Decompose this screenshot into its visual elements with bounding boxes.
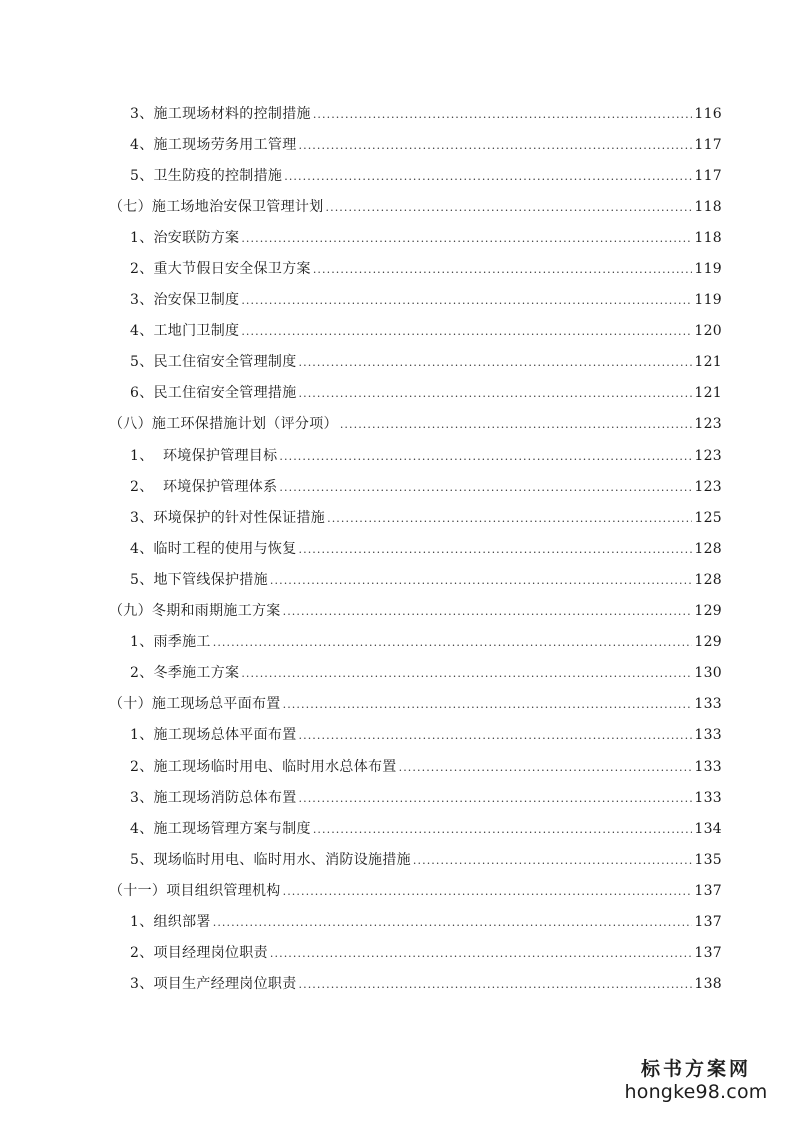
- toc-entry-title: 3、施工现场材料的控制措施: [130, 105, 311, 122]
- toc-entry-title: 2、冬季施工方案: [130, 665, 240, 682]
- toc-entry-line: [109, 600, 722, 620]
- toc-entry-page-number: 116: [694, 105, 722, 122]
- toc-dot-leader: [299, 139, 693, 152]
- watermark-name: 标书方案网: [640, 1058, 751, 1080]
- watermark: [621, 1058, 771, 1104]
- toc-dot-leader: [241, 325, 692, 338]
- toc-entry-page-number: 137: [694, 913, 722, 930]
- toc-entry-title: （七）施工场地治安保卫管理计划: [109, 198, 324, 215]
- toc-dot-leader: [299, 356, 693, 369]
- toc-entry-page-number: 128: [694, 571, 722, 588]
- toc-entry-line: [109, 880, 722, 900]
- toc-dot-leader: [299, 729, 693, 742]
- toc-entry[interactable]: [0, 284, 793, 315]
- table-of-contents: [0, 97, 793, 999]
- toc-entry-line: [130, 569, 722, 589]
- toc-dot-leader: [413, 854, 692, 867]
- toc-dot-leader: [299, 978, 693, 991]
- toc-dot-leader: [313, 108, 693, 121]
- toc-entry-line: [130, 538, 722, 558]
- toc-entry[interactable]: [0, 937, 793, 968]
- toc-entry[interactable]: [0, 315, 793, 346]
- toc-entry-page-number: 121: [694, 385, 722, 402]
- toc-entry-line: [130, 756, 722, 776]
- toc-entry-title: 5、卫生防疫的控制措施: [130, 167, 283, 184]
- toc-entry-title: （十一）项目组织管理机构: [109, 882, 281, 899]
- toc-entry-line: [130, 631, 722, 651]
- toc-entry[interactable]: [0, 874, 793, 905]
- toc-entry-line: [130, 165, 722, 185]
- toc-dot-leader: [279, 481, 692, 494]
- toc-dot-leader: [327, 512, 692, 525]
- toc-entry[interactable]: [0, 439, 793, 470]
- toc-entry-line: [130, 973, 722, 993]
- toc-entry[interactable]: [0, 128, 793, 159]
- toc-entry-page-number: 135: [694, 851, 722, 868]
- toc-entry-title: 1、治安联防方案: [130, 229, 240, 246]
- toc-dot-leader: [340, 418, 693, 431]
- toc-entry-title: （十）施工现场总平面布置: [109, 696, 281, 713]
- toc-entry[interactable]: [0, 346, 793, 377]
- toc-entry-line: [130, 289, 722, 309]
- toc-entry-page-number: 123: [694, 416, 722, 433]
- toc-dot-leader: [283, 885, 693, 898]
- toc-entry-page-number: 133: [694, 758, 722, 775]
- toc-entry-page-number: 129: [694, 603, 722, 620]
- toc-entry-page-number: 133: [694, 789, 722, 806]
- toc-entry-page-number: 137: [694, 882, 722, 899]
- toc-entry-page-number: 121: [694, 354, 722, 371]
- toc-entry[interactable]: [0, 781, 793, 812]
- toc-dot-leader: [279, 450, 692, 463]
- toc-entry[interactable]: [0, 595, 793, 626]
- toc-dot-leader: [270, 947, 692, 960]
- toc-entry-line: [109, 413, 722, 433]
- toc-entry-title: 3、治安保卫制度: [130, 292, 240, 309]
- toc-entry-title: 1、雨季施工: [130, 634, 211, 651]
- toc-entry-title: 1、 环境保护管理目标: [130, 447, 278, 464]
- toc-entry-line: [130, 320, 722, 340]
- toc-entry[interactable]: [0, 97, 793, 128]
- toc-entry-line: [130, 258, 722, 278]
- toc-entry-page-number: 117: [694, 167, 722, 184]
- toc-dot-leader: [283, 698, 693, 711]
- toc-entry-title: 2、重大节假日安全保卫方案: [130, 261, 311, 278]
- toc-entry[interactable]: [0, 688, 793, 719]
- toc-dot-leader: [241, 667, 692, 680]
- toc-dot-leader: [270, 574, 692, 587]
- toc-dot-leader: [399, 761, 693, 774]
- toc-entry-line: [130, 382, 722, 402]
- toc-entry-page-number: 119: [694, 261, 722, 278]
- toc-entry-line: [130, 351, 722, 371]
- toc-entry-line: [130, 787, 722, 807]
- toc-dot-leader: [213, 916, 693, 929]
- toc-entry[interactable]: [0, 252, 793, 283]
- toc-entry[interactable]: [0, 719, 793, 750]
- toc-entry-line: [130, 911, 722, 931]
- toc-entry-title: 2、施工现场临时用电、临时用水总体布置: [130, 758, 397, 775]
- toc-entry-line: [130, 134, 722, 154]
- toc-entry[interactable]: [0, 843, 793, 874]
- toc-entry-page-number: 133: [694, 696, 722, 713]
- toc-dot-leader: [284, 170, 692, 183]
- toc-dot-leader: [299, 543, 693, 556]
- toc-entry[interactable]: [0, 563, 793, 594]
- toc-entry-line: [130, 662, 722, 682]
- toc-entry-title: （八）施工环保措施计划（评分项）: [109, 416, 338, 433]
- toc-entry-title: 4、工地门卫制度: [130, 323, 240, 340]
- toc-entry-line: [130, 942, 722, 962]
- toc-dot-leader: [241, 294, 692, 307]
- toc-entry[interactable]: [0, 750, 793, 781]
- toc-entry-title: 6、民工住宿安全管理措施: [130, 385, 297, 402]
- toc-entry-title: 4、临时工程的使用与恢复: [130, 540, 297, 557]
- toc-entry[interactable]: [0, 377, 793, 408]
- toc-entry-title: 3、施工现场消防总体布置: [130, 789, 297, 806]
- toc-entry-page-number: 119: [694, 292, 722, 309]
- toc-entry-page-number: 138: [694, 976, 722, 993]
- toc-entry[interactable]: [0, 470, 793, 501]
- toc-entry[interactable]: [0, 626, 793, 657]
- toc-entry-page-number: 130: [694, 665, 722, 682]
- toc-dot-leader: [283, 605, 693, 618]
- toc-entry-title: 5、地下管线保护措施: [130, 571, 268, 588]
- toc-entry[interactable]: [0, 532, 793, 563]
- toc-entry-page-number: 123: [694, 478, 722, 495]
- toc-entry-page-number: 123: [694, 447, 722, 464]
- toc-entry-title: 4、施工现场管理方案与制度: [130, 820, 311, 837]
- toc-entry-page-number: 118: [694, 198, 722, 215]
- toc-dot-leader: [299, 792, 693, 805]
- toc-entry-line: [109, 196, 722, 216]
- toc-entry[interactable]: [0, 501, 793, 532]
- toc-entry[interactable]: [0, 408, 793, 439]
- toc-entry-title: 3、环境保护的针对性保证措施: [130, 509, 326, 526]
- toc-entry-title: 3、项目生产经理岗位职责: [130, 976, 297, 993]
- toc-entry[interactable]: [0, 812, 793, 843]
- toc-entry-page-number: 134: [694, 820, 722, 837]
- toc-entry-title: （九）冬期和雨期施工方案: [109, 603, 281, 620]
- toc-entry-line: [130, 507, 722, 527]
- toc-dot-leader: [313, 263, 693, 276]
- toc-entry-line: [130, 818, 722, 838]
- toc-entry-line: [130, 476, 722, 496]
- toc-entry-page-number: 117: [694, 136, 722, 153]
- toc-entry-page-number: 120: [694, 323, 722, 340]
- toc-entry-title: 1、施工现场总体平面布置: [130, 727, 297, 744]
- toc-dot-leader: [213, 636, 693, 649]
- toc-entry-line: [109, 693, 722, 713]
- toc-entry-line: [130, 849, 722, 869]
- toc-entry-title: 1、组织部署: [130, 913, 211, 930]
- toc-entry-page-number: 129: [694, 634, 722, 651]
- toc-entry-line: [130, 724, 722, 744]
- toc-entry[interactable]: [0, 221, 793, 252]
- toc-entry-page-number: 137: [694, 945, 722, 962]
- toc-entry-page-number: 125: [694, 509, 722, 526]
- watermark-url: hongke98.com: [624, 1081, 768, 1103]
- toc-entry[interactable]: [0, 905, 793, 936]
- toc-entry-title: 5、民工住宿安全管理制度: [130, 354, 297, 371]
- toc-entry-title: 4、施工现场劳务用工管理: [130, 136, 297, 153]
- toc-entry-line: [130, 227, 722, 247]
- toc-dot-leader: [241, 232, 692, 245]
- toc-dot-leader: [313, 823, 693, 836]
- toc-dot-leader: [299, 387, 693, 400]
- toc-entry-title: 2、项目经理岗位职责: [130, 945, 268, 962]
- toc-entry-title: 5、现场临时用电、临时用水、消防设施措施: [130, 851, 411, 868]
- toc-entry-title: 2、 环境保护管理体系: [130, 478, 278, 495]
- toc-entry[interactable]: [0, 968, 793, 999]
- toc-entry[interactable]: [0, 159, 793, 190]
- toc-dot-leader: [326, 201, 693, 214]
- toc-entry-page-number: 133: [694, 727, 722, 744]
- toc-entry-line: [130, 445, 722, 465]
- toc-entry-line: [130, 103, 722, 123]
- toc-entry[interactable]: [0, 190, 793, 221]
- toc-entry-page-number: 118: [694, 229, 722, 246]
- toc-entry[interactable]: [0, 657, 793, 688]
- toc-entry-page-number: 128: [694, 540, 722, 557]
